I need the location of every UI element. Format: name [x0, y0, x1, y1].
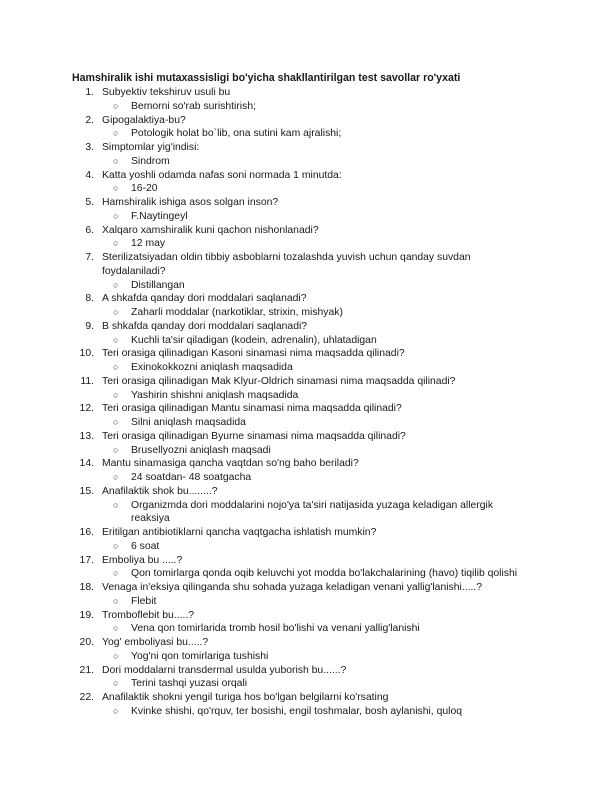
- question-item: [0, 636, 612, 664]
- question-item: [0, 581, 612, 609]
- hollow-circle-bullet-icon: ○: [113, 499, 119, 510]
- question-text: Teri orasiga qilinadigan Kasoni sinamasi nima maqsadda qilinadi?: [102, 348, 405, 360]
- question-text: Emboliya bu .....?: [102, 554, 183, 566]
- question-text: Venaga in'eksiya qilinganda shu sohada yuzaga keladigan venani yallig'lanishi.....?: [102, 582, 483, 593]
- question-text: Xalqaro xamshiralik kuni qachon nishonlanadi?: [102, 224, 319, 236]
- answer-item: [0, 279, 612, 293]
- answer-text: Exinokokkozni aniqlash maqsadida: [131, 362, 293, 373]
- answer-item: [0, 334, 612, 348]
- question-text: A shkafda qanday dori moddalari saqlanadi?: [102, 293, 307, 305]
- hollow-circle-bullet-icon: ○: [113, 307, 119, 317]
- question-text: Sterilizatsiyadan oldin tibbiy asboblarni tozalashda yuvish uchun qanday suvdan foydalaniladi?: [102, 252, 471, 277]
- answer-text: 16-20: [131, 183, 158, 195]
- question-item: [0, 375, 612, 403]
- question-item: [0, 224, 612, 252]
- hollow-circle-bullet-icon: ○: [113, 279, 119, 290]
- answer-item: [0, 471, 612, 485]
- question-number: 2.: [85, 114, 94, 126]
- question-item: [0, 457, 612, 485]
- hollow-circle-bullet-icon: ○: [113, 362, 119, 372]
- answer-text: Yashirin shishni aniqlash maqsadida: [131, 389, 299, 401]
- question-item: [0, 691, 612, 719]
- answer-item: [0, 237, 612, 251]
- question-number: 14.: [79, 458, 94, 470]
- question-number: 13.: [79, 430, 94, 442]
- hollow-circle-bullet-icon: ○: [113, 100, 119, 111]
- question-text: Gipogalaktiya-bu?: [102, 114, 186, 126]
- question-number: 3.: [85, 142, 94, 153]
- question-number: 19.: [79, 609, 94, 621]
- answer-text: Bemorni so'rab surishtirish;: [131, 100, 256, 112]
- question-number: 8.: [85, 293, 94, 305]
- hollow-circle-bullet-icon: ○: [113, 678, 119, 689]
- answer-text: Vena qon tomirlarida tromb hosil bo'lishi va venani yallig'lanishi: [131, 623, 420, 635]
- answer-text: 6 soat: [131, 540, 160, 552]
- hollow-circle-bullet-icon: ○: [113, 238, 119, 249]
- answer-item: [0, 499, 612, 527]
- answer-item: [0, 210, 612, 224]
- answer-item: [0, 567, 612, 581]
- question-number: 22.: [79, 692, 94, 703]
- question-number: 1.: [85, 87, 94, 98]
- question-text: Teri orasiga qilinadigan Mak Klyur-Oldrich sinamasi nima maqsadda qilinadi?: [102, 375, 456, 387]
- question-item: [0, 251, 612, 292]
- answer-text: Sindrom: [131, 155, 170, 167]
- answer-item: [0, 155, 612, 169]
- answer-text: 24 soatdan- 48 soatgacha: [131, 472, 252, 483]
- answer-text: Kuchli ta'sir qiladigan (kodein, adrenalin), uhlatadigan: [131, 334, 377, 346]
- hollow-circle-bullet-icon: ○: [113, 595, 119, 606]
- question-text: Anafilaktik shok bu........?: [102, 485, 218, 497]
- hollow-circle-bullet-icon: ○: [113, 472, 119, 482]
- answer-text: Organizmda dori moddalarini nojo'ya ta'siri natijasida yuzaga keladigan allergik reaksiya: [131, 499, 494, 525]
- answer-text: Terini tashqi yuzasi orqali: [131, 678, 248, 690]
- question-number: 12.: [79, 403, 94, 415]
- answer-item: [0, 677, 612, 691]
- hollow-circle-bullet-icon: ○: [113, 568, 119, 579]
- question-number: 15.: [79, 485, 94, 497]
- question-text: Subyektiv tekshiruv usuli bu: [102, 87, 231, 98]
- hollow-circle-bullet-icon: ○: [113, 650, 119, 661]
- answer-text: Silni aniqlash maqsadida: [131, 417, 246, 428]
- question-item: [0, 485, 612, 526]
- answer-item: [0, 540, 612, 554]
- answer-item: [0, 444, 612, 458]
- question-text: Anafilaktik shokni yengil turiga hos bo'lgan belgilarni ko'rsating: [102, 692, 389, 703]
- question-item: [0, 196, 612, 224]
- question-item: [0, 526, 612, 554]
- question-number: 10.: [79, 348, 94, 360]
- question-item: [0, 347, 612, 375]
- hollow-circle-bullet-icon: ○: [113, 334, 119, 345]
- answer-item: [0, 127, 612, 141]
- answer-item: [0, 182, 612, 196]
- question-item: [0, 169, 612, 197]
- answer-item: [0, 622, 612, 636]
- question-item: [0, 430, 612, 458]
- hollow-circle-bullet-icon: ○: [113, 444, 119, 455]
- answer-item: [0, 416, 612, 430]
- question-text: Katta yoshli odamda nafas soni normada 1 minutda:: [102, 169, 342, 181]
- hollow-circle-bullet-icon: ○: [113, 128, 119, 139]
- question-item: [0, 114, 612, 142]
- question-item: [0, 664, 612, 692]
- question-number: 20.: [79, 637, 94, 648]
- answer-text: Yog'ni qon tomirlariga tushishi: [131, 650, 269, 662]
- hollow-circle-bullet-icon: ○: [113, 540, 119, 551]
- question-number: 18.: [79, 582, 94, 593]
- question-number: 16.: [79, 527, 94, 538]
- question-list: [0, 86, 612, 719]
- question-text: Teri orasiga qilinadigan Byurne sinamasi nima maqsadda qilinadi?: [102, 430, 406, 442]
- hollow-circle-bullet-icon: ○: [113, 183, 119, 194]
- question-number: 21.: [79, 664, 94, 676]
- question-number: 6.: [85, 224, 94, 236]
- question-item: [0, 141, 612, 169]
- answer-text: Brusellyozni aniqlash maqsadi: [131, 444, 271, 456]
- hollow-circle-bullet-icon: ○: [113, 210, 119, 221]
- question-item: [0, 609, 612, 637]
- hollow-circle-bullet-icon: ○: [113, 417, 119, 427]
- answer-text: Qon tomirlarga qonda oqib keluvchi yot modda bo'lakchalarining (havo) tiqilib qolishi: [131, 568, 518, 580]
- question-text: B shkafda qanday dori moddalari saqlanadi?: [102, 320, 308, 332]
- question-number: 7.: [85, 252, 94, 263]
- question-text: Yog' emboliyasi bu.....?: [102, 637, 209, 648]
- answer-text: Potologik holat bo`lib, ona sutini kam ajralishi;: [131, 128, 342, 140]
- question-number: 17.: [79, 554, 94, 566]
- answer-text: Distillangan: [131, 279, 185, 291]
- question-text: Tromboflebit bu.....?: [102, 609, 195, 621]
- hollow-circle-bullet-icon: ○: [113, 705, 119, 716]
- question-text: Teri orasiga qilinadigan Mantu sinamasi nima maqsadda qilinadi?: [102, 403, 402, 415]
- answer-item: [0, 389, 612, 403]
- answer-text: 12 may: [131, 238, 166, 250]
- answer-text: Flebit: [131, 595, 157, 607]
- question-text: Dori moddalarni transdermal usulda yuborish bu......?: [102, 664, 347, 676]
- question-number: 11.: [80, 375, 94, 387]
- answer-item: [0, 705, 612, 719]
- question-item: [0, 554, 612, 582]
- answer-item: [0, 650, 612, 664]
- question-number: 4.: [85, 169, 94, 181]
- question-text: Eritilgan antibiotiklarni qancha vaqtgacha ishlatish mumkin?: [102, 527, 377, 538]
- hollow-circle-bullet-icon: ○: [113, 389, 119, 400]
- question-number: 5.: [85, 197, 94, 208]
- question-item: [0, 86, 612, 114]
- answer-text: Zaharli moddalar (narkotiklar, strixin, mishyak): [131, 307, 343, 318]
- answer-item: [0, 595, 612, 609]
- question-number: 9.: [85, 320, 94, 332]
- question-item: [0, 292, 612, 320]
- answer-item: [0, 361, 612, 375]
- question-text: Hamshiralik ishiga asos solgan inson?: [102, 197, 279, 208]
- answer-item: [0, 306, 612, 320]
- question-item: [0, 402, 612, 430]
- answer-item: [0, 100, 612, 114]
- question-item: [0, 320, 612, 348]
- hollow-circle-bullet-icon: ○: [113, 623, 119, 634]
- hollow-circle-bullet-icon: ○: [113, 155, 119, 166]
- document-title: Hamshiralik ishi mutaxassisligi bo'yicha shakllantirilgan test savollar ro'yxati: [72, 72, 461, 84]
- question-text: Simptomlar yig'indisi:: [102, 142, 200, 153]
- answer-text: F.Naytingeyl: [131, 210, 188, 222]
- answer-text: Kvinke shishi, qo'rquv, ter bosishi, engil toshmalar, bosh aylanishi, quloq: [131, 705, 463, 717]
- question-text: Mantu sinamasiga qancha vaqtdan so'ng baho beriladi?: [102, 458, 359, 470]
